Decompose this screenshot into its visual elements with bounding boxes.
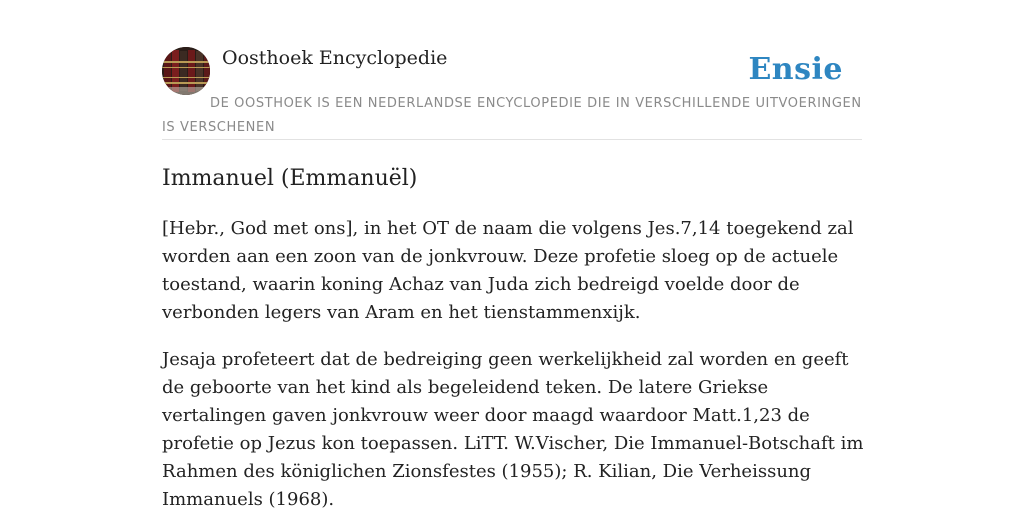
encyclopedia-avatar[interactable] [162,47,210,95]
header-divider [162,139,862,140]
site-tagline: DE OOSTHOEK IS EEN NEDERLANDSE ENCYCLOPEDIE DIE IN VERSCHILLENDE UITVOERINGEN IS VERSCHENEN [162,96,862,135]
brand-logo[interactable]: Ensie [748,52,843,87]
site-title[interactable]: Oosthoek Encyclopedie [222,47,448,69]
article-paragraph: [Hebr., God met ons], in het OT de naam die volgens Jes.7,14 toegekend zal worden aan een zoon van de jonkvrouw. Deze profetie sloeg op de actuele toestand, waarin koning Achaz van Juda zich bedreigd voelde door de verbonden legers van Aram en het tienstammenxijk. [162,218,854,323]
book-spines-icon [162,47,210,95]
article-paragraph: Jesaja profeteert dat de bedreiging geen werkelijkheid zal worden en geeft de geboorte van het kind als begeleidend teken. De latere Griekse vertalingen gaven jonkvrouw weer door maagd waardoor Matt.1,23 de profetie op Jezus kon toepassen. LiTT. W.Vischer, Die Immanuel-Botschaft im Rahmen des königlichen Zionsfestes (1955); R. Kilian, Die Verheissung Immanuels (1968). [162,349,864,510]
article-title: Immanuel (Emmanuël) [162,166,418,191]
article [162,164,868,512]
